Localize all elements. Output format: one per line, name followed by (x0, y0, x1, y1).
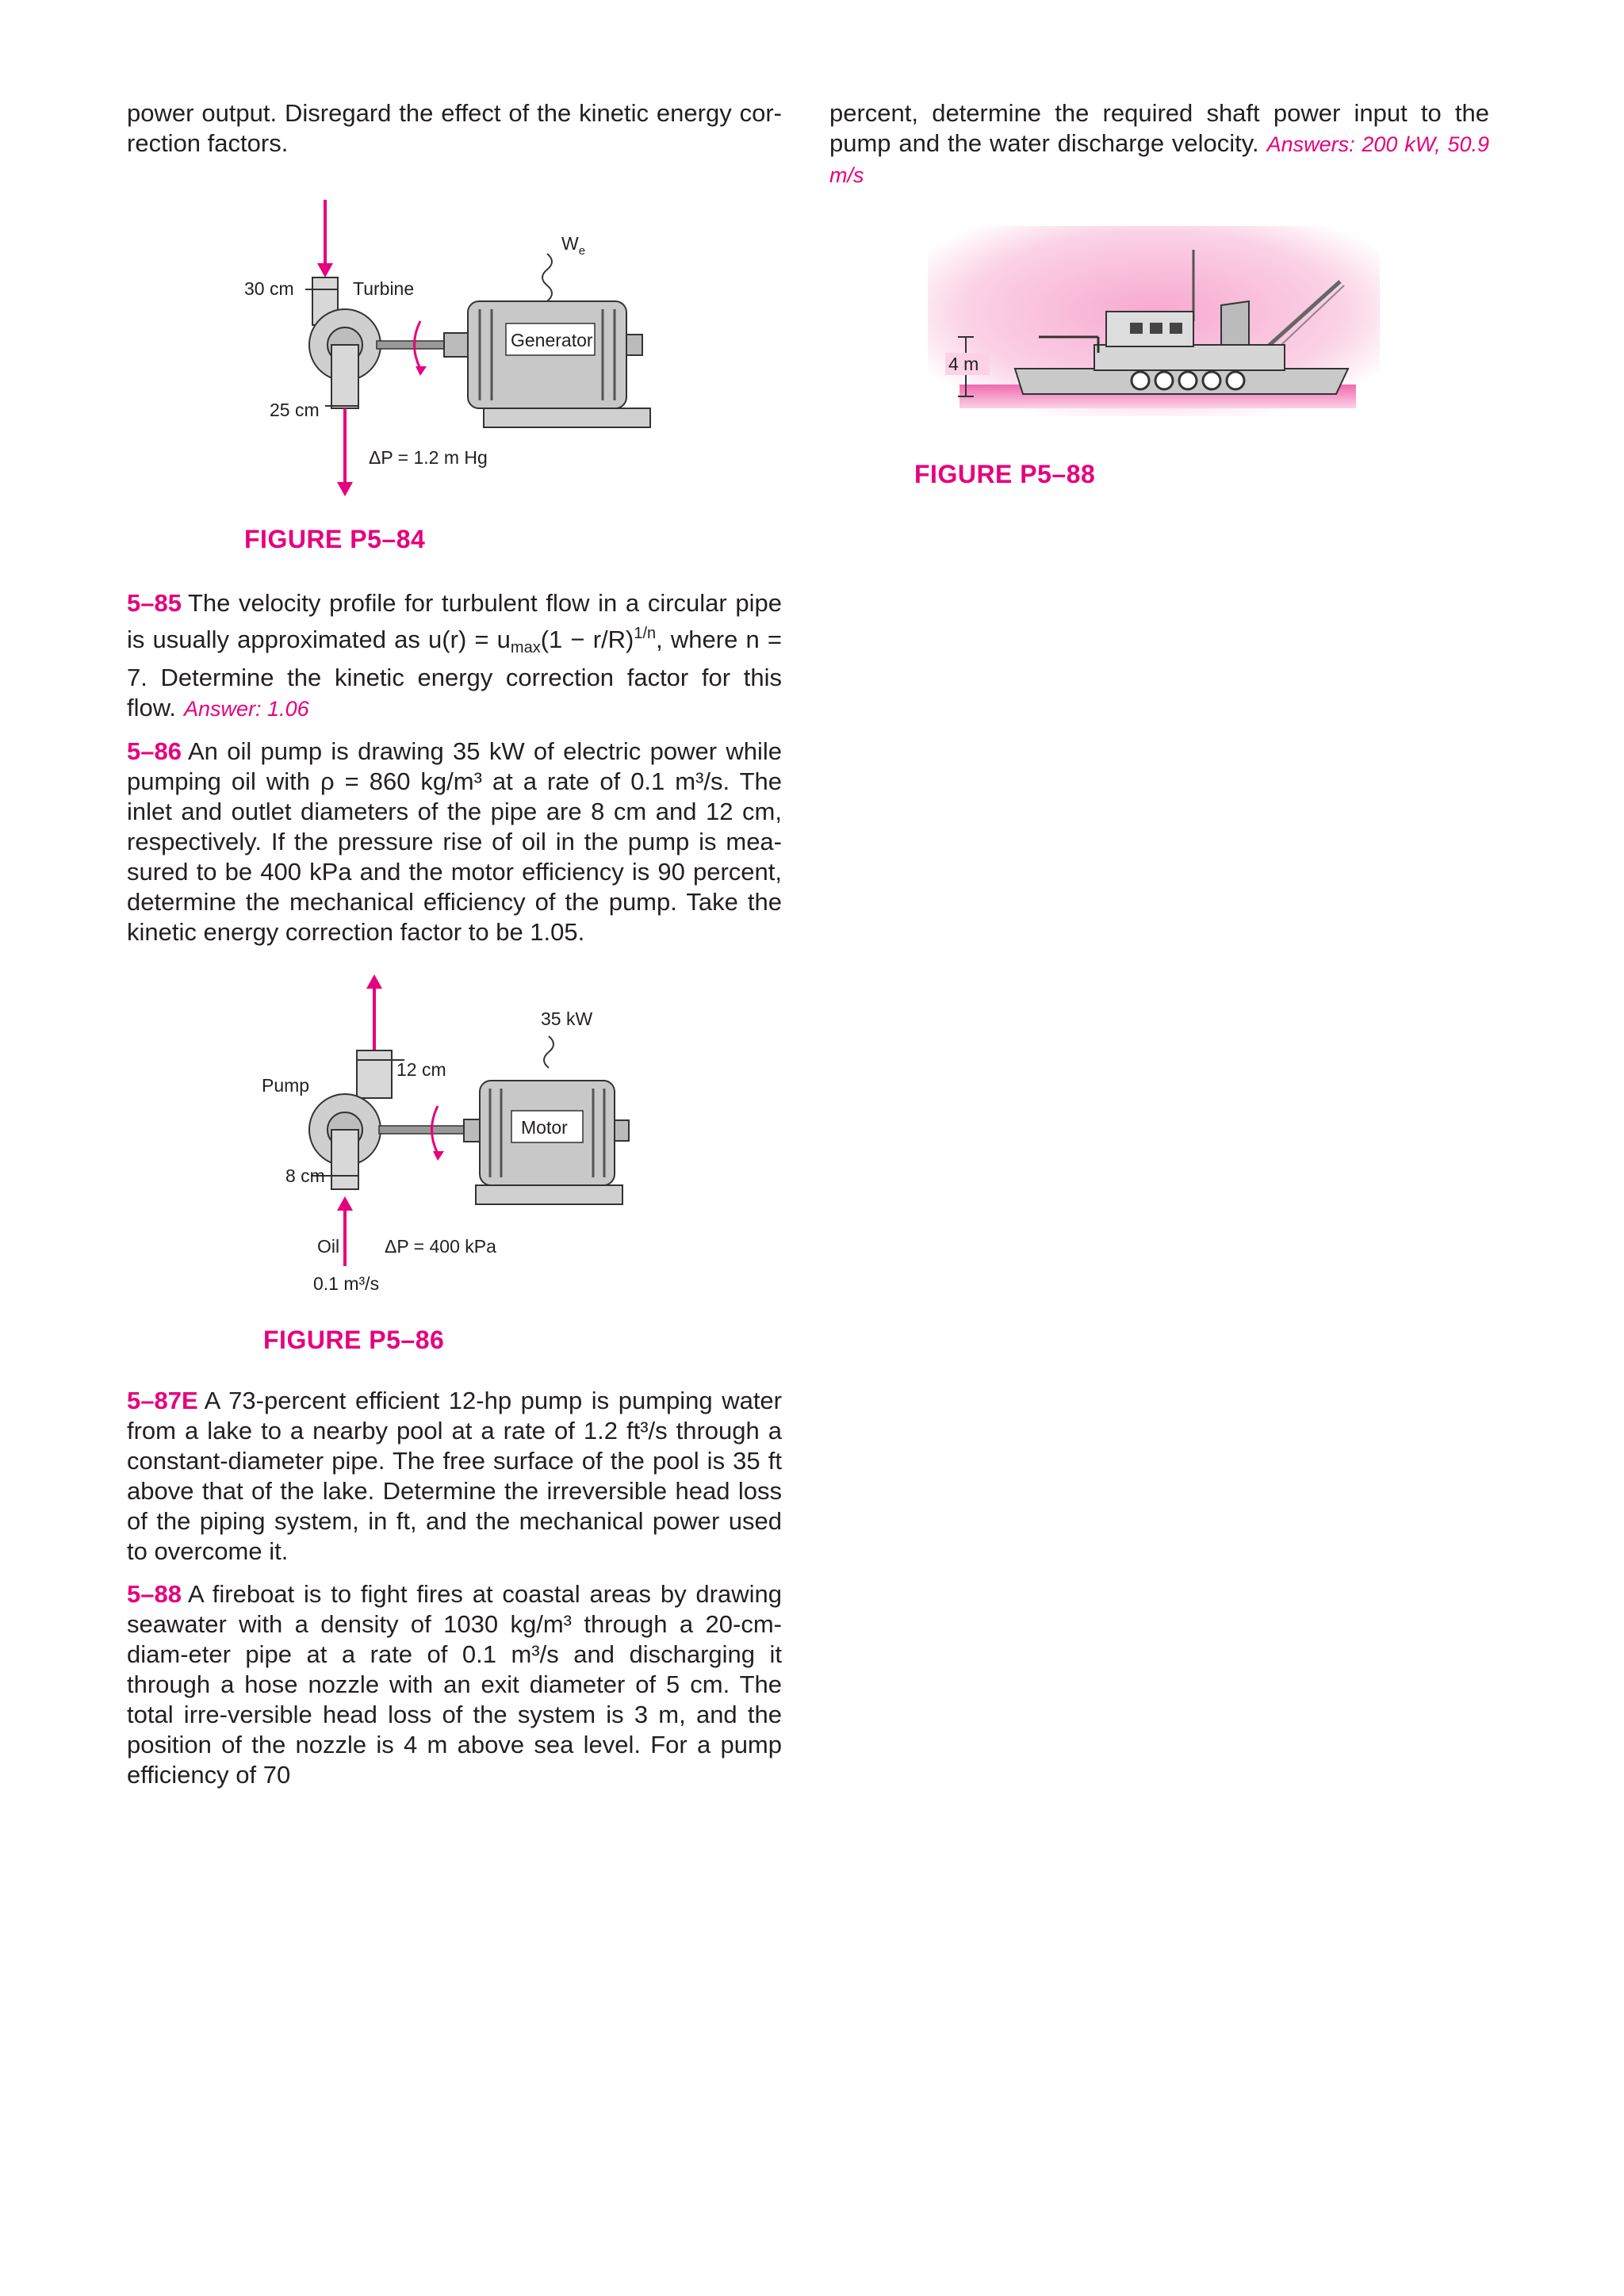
label-generator: Generator (511, 330, 593, 350)
label-delta-p: ΔP = 1.2 m Hg (369, 447, 488, 468)
problem-5-88: 5–88 A fireboat is to fight fires at coastal areas by drawing seawater with a density of 1030 kg/m³ through a 20-cm-diam-eter pipe at a rate of 0.1 m³/s and discharging it through a hose nozzle with an exit diameter of 5 cm. The total irre-versible head loss of the system is 3 m, and the position of the nozzle is 4 m above sea level. For a pump efficiency of 70 (127, 1580, 782, 1789)
problem-5-86: 5–86 An oil pump is drawing 35 kW of electric power while pumping oil with ρ = 860 kg/m³ at a rate of 0.1 m³/s. The inlet and outlet diameters of the pipe are 8 cm and 12 cm, respectively. If the pressure rise of oil in the pump is mea-sured to be 400 kPa and the motor efficiency is 90 percent, determine the mechanical efficiency of the pump. Take the kinetic energy correction factor to be 1.05. (127, 737, 782, 946)
label-turbine: Turbine (353, 278, 415, 299)
label-oil: Oil (317, 1236, 340, 1257)
label-delta-p-400: ΔP = 400 kPa (385, 1236, 496, 1257)
label-pump: Pump (262, 1075, 310, 1096)
figure-p5-84 (206, 190, 682, 523)
problem-5-87e: 5–87E A 73-percent efficient 12-hp pump is pumping water from a lake to a nearby pool at a rate of 1.2 ft³/s through a constant-diameter pipe. The free surface of the pool is 35 ft above that of the lake. Determine the irreversible head loss of the piping system, in ft, and the mechanical power used to overcome it. (127, 1387, 782, 1565)
label-4m: 4 m (948, 354, 979, 374)
intro-paragraph: power output. Disregard the effect of the kinetic energy cor-rection factors. (127, 99, 782, 157)
left-column-bottom (127, 1386, 782, 1803)
left-column-middle (127, 588, 782, 960)
caption-p5-86: FIGURE P5–86 (263, 1326, 445, 1354)
right-column (829, 98, 1489, 203)
left-column-intro (127, 98, 782, 171)
label-12cm: 12 cm (396, 1059, 446, 1080)
label-flow-rate: 0.1 m³/s (313, 1273, 380, 1294)
problem-5-85: 5–85 The velocity profile for turbulent flow in a circular pipe is usually approximated as $u(r) = u_{max}(1 - r/R)^{1/n}$, where n = 7. Determine the kinetic energy correction factor for this flow. Answer: 1.06 (127, 589, 782, 721)
caption-p5-88: FIGURE P5–88 (914, 460, 1096, 488)
figure-p5-86 (238, 971, 682, 1312)
label-power: $W_e$ (561, 233, 586, 258)
label-motor: Motor (521, 1117, 568, 1138)
problem-5-88-continued: percent, determine the required shaft power input to the pump and the water discharge velocity. Answers: 200 kW, 50.9 m/s (829, 99, 1489, 187)
label-25cm: 25 cm (270, 400, 320, 420)
label-30cm: 30 cm (244, 278, 294, 299)
answer-5-88: Answers: 200 kW, 50.9 m/s (829, 132, 1489, 187)
caption-p5-84: FIGURE P5–84 (244, 525, 426, 553)
label-35kw: 35 kW (541, 1008, 593, 1029)
label-8cm: 8 cm (285, 1165, 325, 1186)
figure-p5-88 (928, 226, 1380, 432)
answer-5-85: Answer: 1.06 (184, 697, 309, 721)
